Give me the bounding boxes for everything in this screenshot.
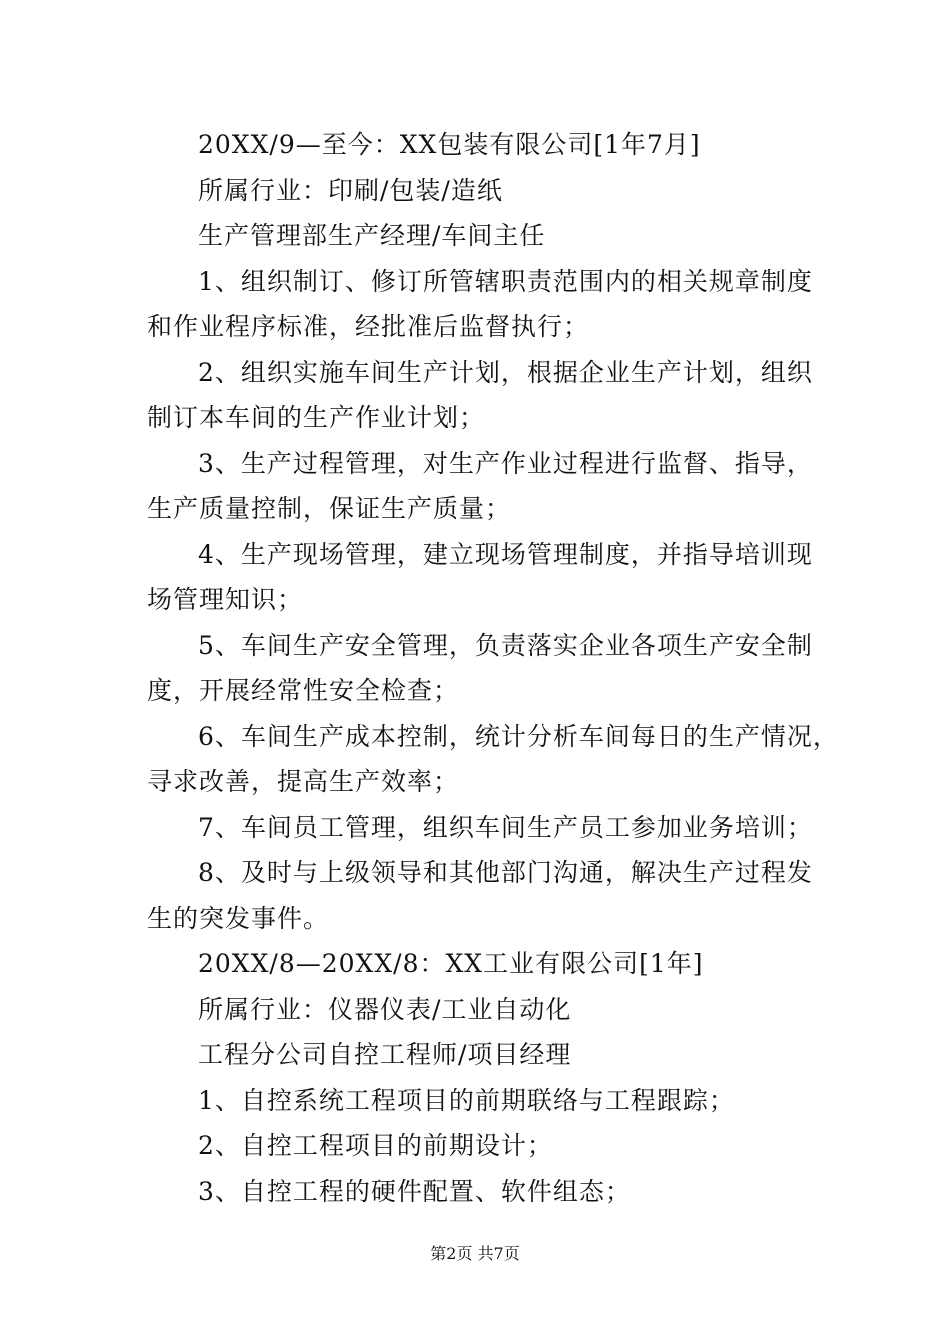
text-line: 20XX/9—至今：XX包装有限公司[1年7月] <box>198 130 701 159</box>
text-line: 6、车间生产成本控制，统计分析车间每日的生产情况， <box>198 721 839 751</box>
text-line: 所属行业：印刷/包装/造纸 <box>198 175 503 205</box>
text-line: 5、车间生产安全管理，负责落实企业各项生产安全制 <box>198 630 813 660</box>
text-line: 8、及时与上级领导和其他部门沟通，解决生产过程发 <box>198 858 813 887</box>
text-line: 1、组织制订、修订所管辖职责范围内的相关规章制度 <box>198 266 813 296</box>
text-line: 2、组织实施车间生产计划，根据企业生产计划，组织 <box>198 357 813 387</box>
text-line: 1、自控系统工程项目的前期联络与工程跟踪； <box>198 1085 735 1115</box>
text-line: 20XX/8—20XX/8：XX工业有限公司[1年] <box>198 949 704 978</box>
text-line: 寻求改善，提高生产效率； <box>147 767 460 796</box>
text-line: 4、生产现场管理，建立现场管理制度，并指导培训现 <box>198 539 813 569</box>
text-line: 度，开展经常性安全检查； <box>147 676 460 705</box>
text-line: 3、自控工程的硬件配置、软件组态； <box>198 1176 631 1206</box>
text-line: 工程分公司自控工程师/项目经理 <box>198 1040 572 1069</box>
text-line: 所属行业：仪器仪表/工业自动化 <box>198 994 572 1024</box>
document-body <box>147 122 839 1214</box>
text-line: 和作业程序标准，经批准后监督执行； <box>147 312 590 341</box>
text-line: 生产质量控制，保证生产质量； <box>147 494 512 523</box>
text-line: 场管理知识； <box>147 585 304 614</box>
text-line: 3、生产过程管理，对生产作业过程进行监督、指导， <box>198 448 813 478</box>
page-footer: 第2页 共7页 <box>430 1244 520 1263</box>
text-line: 制订本车间的生产作业计划； <box>147 403 486 432</box>
text-line: 生的突发事件。 <box>147 903 330 933</box>
text-line: 生产管理部生产经理/车间主任 <box>198 221 546 250</box>
text-line: 7、车间员工管理，组织车间生产员工参加业务培训； <box>198 812 813 842</box>
text-line: 2、自控工程项目的前期设计； <box>198 1131 553 1160</box>
